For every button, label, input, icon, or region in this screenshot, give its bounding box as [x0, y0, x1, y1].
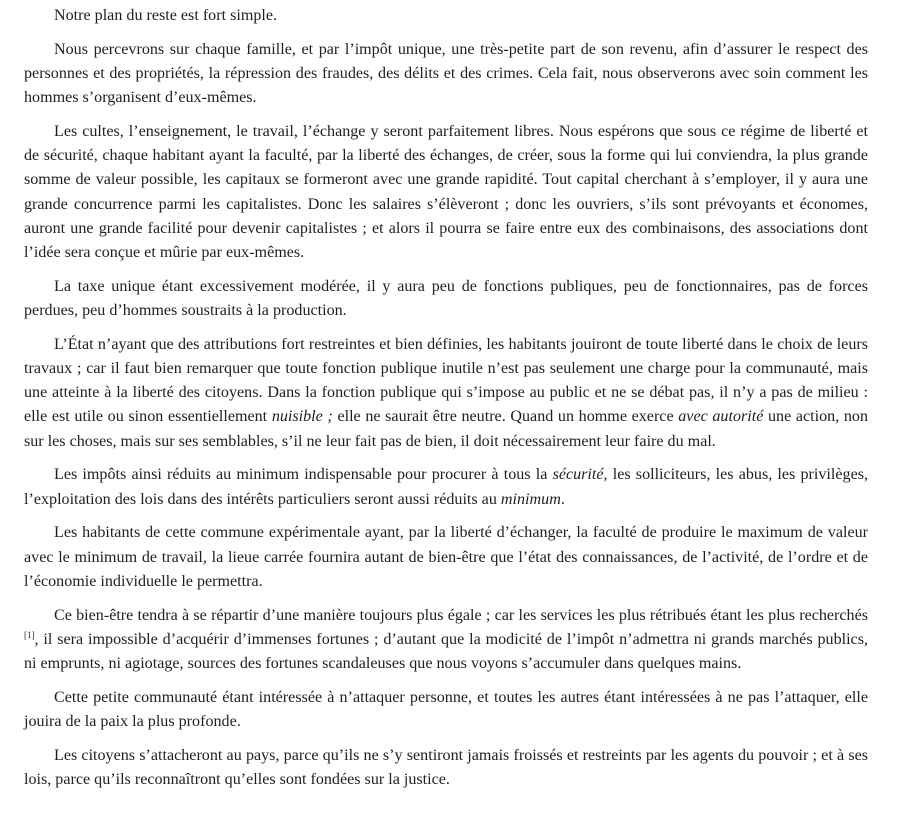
text-segment: Ce bien-être tendra à se répartir d’une manière toujours plus égale ; car les services les plus rétribués étant les plus recherchés	[54, 606, 868, 624]
italic-text: sécurité	[552, 466, 604, 484]
paragraph	[24, 333, 868, 454]
text-segment: Les cultes, l’enseignement, le travail, l’échange y seront parfaitement libres. Nous espérons que sous ce régime de liberté et de sécurité, chaque habitant ayant la faculté, par la liberté des échanges, de créer, sous la forme qui lui conviendra, la plus grande somme de valeur possible, les capitaux se formeront avec une grande rapidité. Tout capital cherchant à s’employer, il y aura une grande concurrence parmi les capitalistes. Donc les salaires s’élèveront ; donc les ouvriers, s’ils sont prévoyants et économes, auront une grande facilité pour devenir capitalistes ; et alors il pourra se faire entre eux des combinaisons, des associations dont l’idée sera conçue et mûrie par eux-mêmes.	[24, 123, 868, 262]
footnote-reference[interactable]: [1]	[24, 629, 35, 640]
italic-text: nuisible ;	[271, 408, 333, 426]
text-segment: .	[560, 490, 565, 508]
paragraph	[24, 521, 868, 594]
paragraph	[24, 744, 868, 792]
paragraph	[24, 275, 868, 323]
paragraph	[24, 38, 868, 111]
paragraph	[24, 604, 868, 677]
italic-text: avec autorité	[678, 408, 764, 426]
text-segment: , il sera impossible d’acquérir d’immenses fortunes ; d’autant que la modicité de l’impôt n’admettra ni grands marchés publics, ni emprunts, ni agiotage, sources des fortunes scandaleuses que nous voyons s’accumuler dans quelques mains.	[24, 630, 868, 673]
text-segment: elle ne saurait être neutre. Quand un homme exerce	[332, 408, 679, 426]
text-segment: L’État n’ayant que des attributions fort restreintes et bien définies, les habitants jouiront de toute liberté dans le choix de leurs travaux ; car il faut bien remarquer que toute fonction publique inutile n’est pas seulement une charge pour la communauté, mais une atteinte à la liberté des citoyens. Dans la fonction publique qui s’impose au public et ne se débat pas, il n’y a pas de milieu : elle est utile ou sinon essentiellement	[24, 335, 868, 426]
paragraph	[24, 120, 868, 265]
text-segment: Les impôts ainsi réduits au minimum indispensable pour procurer à tous la	[54, 466, 553, 484]
italic-text: minimum	[500, 490, 561, 508]
text-segment: La taxe unique étant excessivement modérée, il y aura peu de fonctions publiques, peu de fonctionnaires, pas de forces perdues, peu d’hommes soustraits à la production.	[24, 277, 868, 320]
text-segment: une action, non sur les choses, mais sur ses semblables, s’il ne leur fait pas de bien, il doit nécessairement leur faire du mal.	[24, 408, 869, 450]
text-segment: Nous percevrons sur chaque famille, et par l’impôt unique, une très-petite part de son revenu, afin d’assurer le respect des personnes et des propriétés, la répression des fraudes, des délits et des crimes. Cela fait, nous observerons avec soin comment les hommes s’organisent d’eux-mêmes.	[24, 40, 868, 107]
text-segment: Cette petite communauté étant intéressée à n’attaquer personne, et toutes les autres étant intéressées à ne pas l’attaquer, elle jouira de la paix la plus profonde.	[24, 688, 868, 731]
paragraph	[24, 4, 868, 28]
text-segment: , les solliciteurs, les abus, les privilèges, l’exploitation des lois dans des intérêts particuliers seront aussi réduits au	[24, 466, 868, 508]
paragraph	[24, 463, 868, 511]
text-segment: Notre plan du reste est fort simple.	[54, 7, 278, 24]
text-segment: Les habitants de cette commune expérimentale ayant, par la liberté d’échanger, la faculté de produire le maximum de valeur avec le minimum de travail, la lieue carrée fournira autant de bien-être que l’état des connaissances, de l’activité, de l’ordre et de l’économie individuelle le permettra.	[24, 524, 868, 590]
text-segment: Les citoyens s’attacheront au pays, parce qu’ils ne s’y sentiront jamais froissés et restreints par les agents du pouvoir ; et à ses lois, parce qu’ils reconnaîtront qu’elles sont fondées sur la justice.	[24, 746, 868, 789]
body-text	[24, 4, 868, 792]
paragraph	[24, 686, 868, 734]
